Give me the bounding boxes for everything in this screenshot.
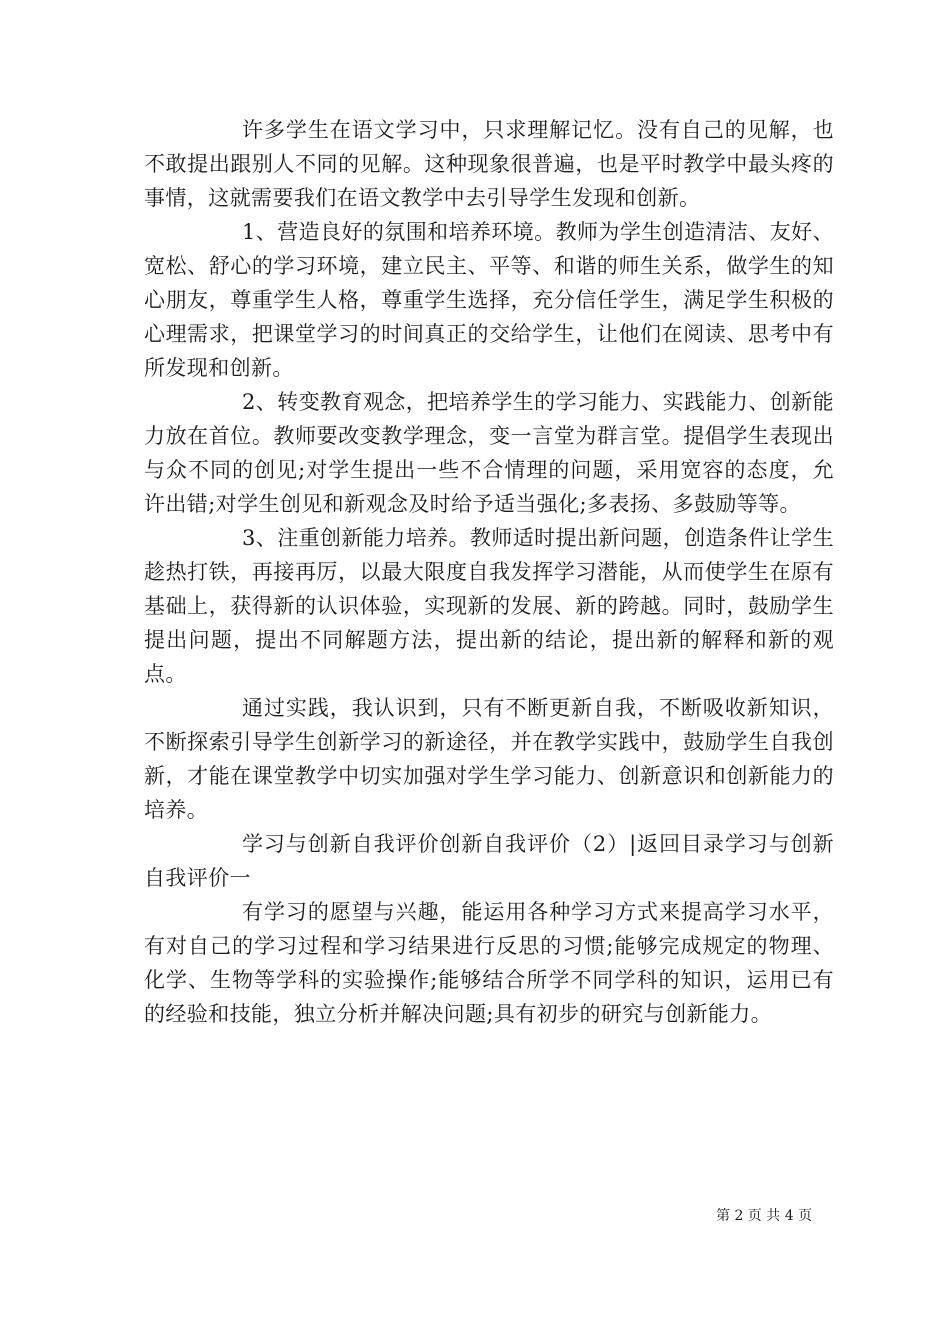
section-heading: 学习与创新自我评价创新自我评价（2）|返回目录学习与创新自我评价一: [144, 832, 834, 890]
paragraph-self-evaluation: 有学习的愿望与兴趣，能运用各种学习方式来提高学习水平，有对自己的学习过程和学习结果进行反思的习惯;能够完成规定的物理、化学、生物等学科的实验操作;能够结合所学不同学科的知识，运用已有的经验和技能，独立分析并解决问题;具有初步的研究与创新能力。: [144, 900, 834, 1026]
paragraph-point-1: 1、营造良好的氛围和培养环境。教师为学生创造清洁、友好、宽松、舒心的学习环境，建立民主、平等、和谐的师生关系，做学生的知心朋友，尊重学生人格，尊重学生选择，充分信任学生，满足学生积极的心理需求，把课堂学习的时间真正的交给学生，让他们在阅读、思考中有所发现和创新。: [144, 220, 834, 380]
paragraph-intro: 许多学生在语文学习中，只求理解记忆。没有自己的见解，也不敢提出跟别人不同的见解。这种现象很普遍，也是平时教学中最头疼的事情，这就需要我们在语文教学中去引导学生发现和创新。: [144, 118, 834, 210]
paragraph-point-3: 3、注重创新能力培养。教师适时提出新问题，创造条件让学生趁热打铁，再接再厉，以最大限度自我发挥学习潜能，从而使学生在原有基础上，获得新的认识体验，实现新的发展、新的跨越。同时，鼓励学生提出问题，提出不同解题方法，提出新的结论，提出新的解释和新的观点。: [144, 526, 834, 686]
paragraph-conclusion: 通过实践，我认识到，只有不断更新自我，不断吸收新知识，不断探索引导学生创新学习的新途径，并在教学实践中，鼓励学生自我创新，才能在课堂教学中切实加强对学生学习能力、创新意识和创新能力的培养。: [144, 696, 834, 822]
document-body: [144, 113, 834, 1031]
paragraph-point-2: 2、转变教育观念，把培养学生的学习能力、实践能力、创新能力放在首位。教师要改变教学理念，变一言堂为群言堂。提倡学生表现出与众不同的创见;对学生提出一些不合情理的问题，采用宽容的态度，允许出错;对学生创见和新观念及时给予适当强化;多表扬、多鼓励等等。: [144, 390, 834, 516]
page-number-footer: 第 2 页 共 4 页: [716, 1208, 813, 1224]
